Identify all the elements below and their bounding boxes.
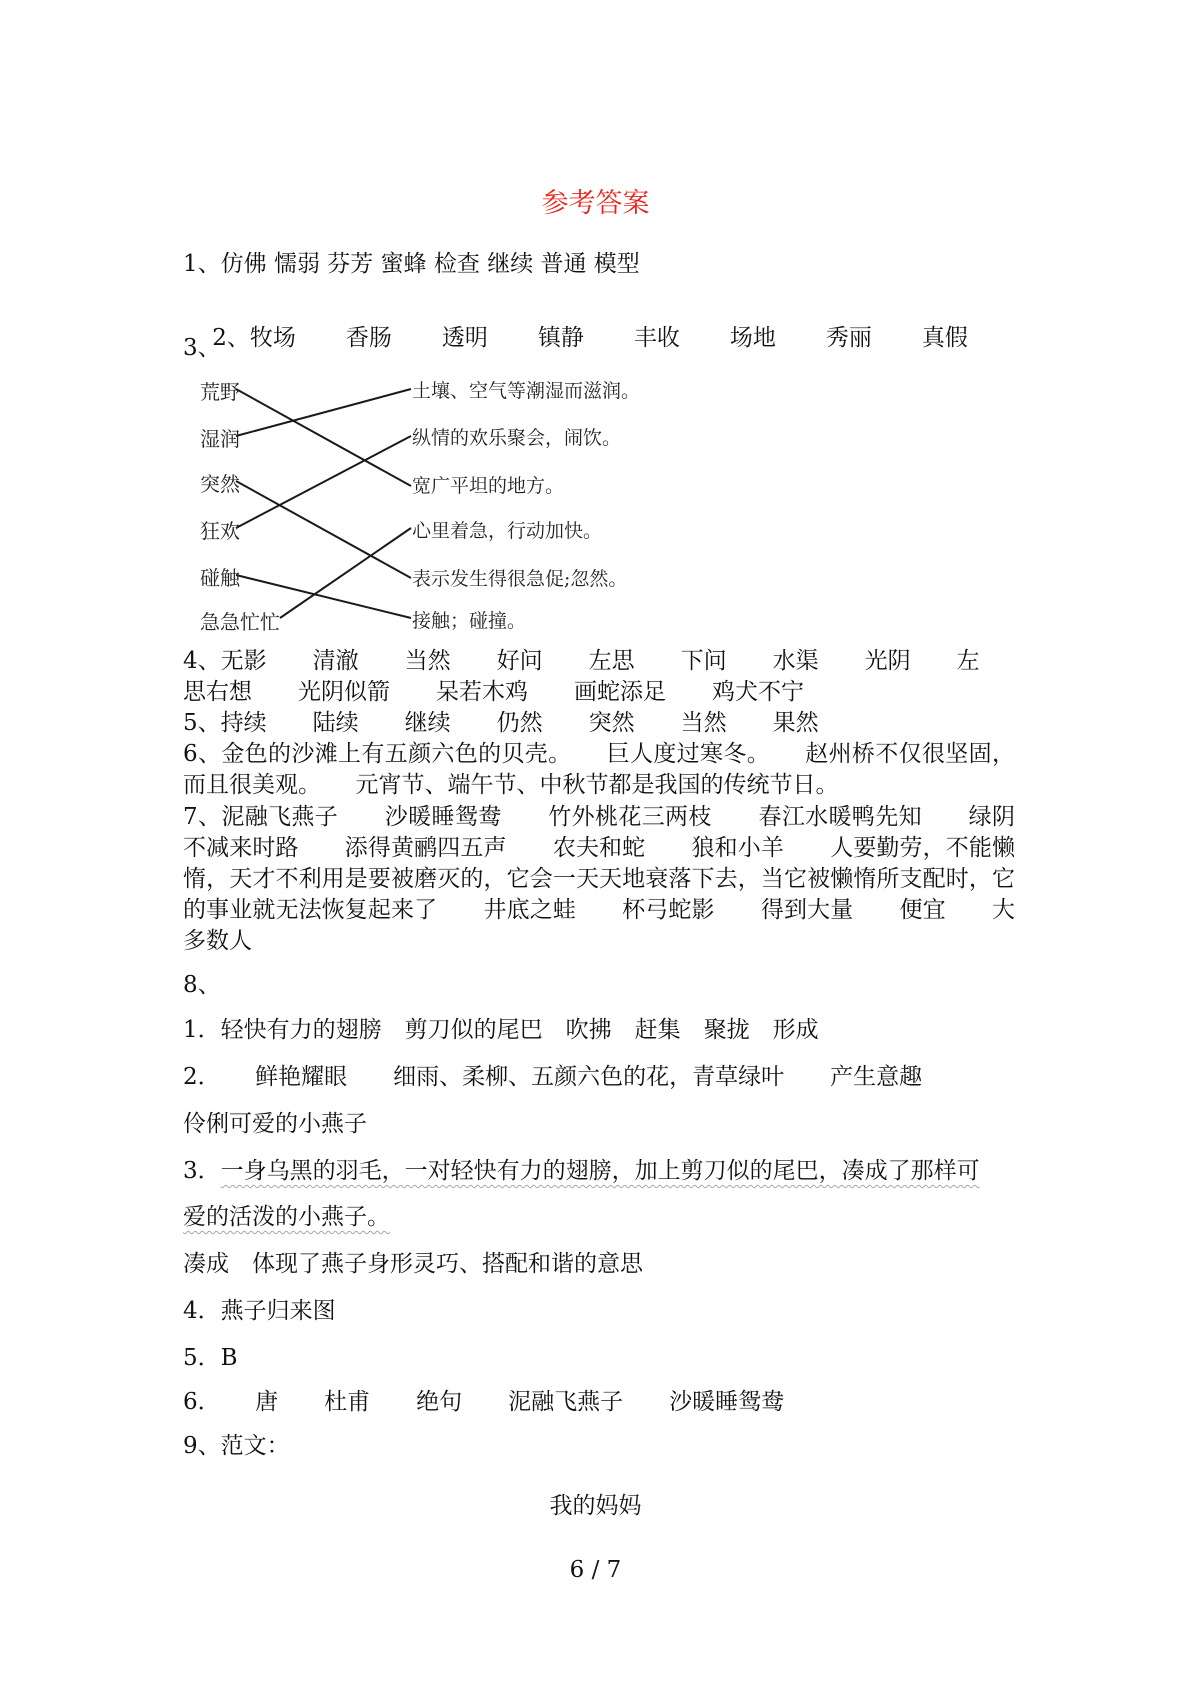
answer-8-5: 5．B [183, 1345, 238, 1371]
answer-9: 9、范文： [183, 1433, 290, 1459]
match-line-3 [236, 481, 411, 578]
match-definition: 心里着急，行动加快。 [412, 520, 603, 542]
answer-2 [183, 304, 968, 373]
answer-8-6: 6． 唐 杜甫 绝句 泥融飞燕子 沙暖睡鸳鸯 [183, 1389, 785, 1415]
page-title: 参考答案 [541, 188, 650, 219]
answer-2-item: 真假 [921, 325, 968, 351]
matching-diagram [190, 368, 690, 638]
answer-8-number: 8、 [183, 972, 221, 998]
answer-1: 1、仿佛 懦弱 芬芳 蜜蜂 检查 继续 普通 模型 [183, 251, 640, 277]
match-line-1 [236, 389, 411, 486]
answer-3-number: 3、 [183, 335, 221, 361]
match-word: 湿润 [200, 427, 240, 451]
match-definition: 表示发生得很急促;忽然。 [412, 568, 628, 590]
underlined-sentence: 爱的活泼的小燕子。 [183, 1204, 390, 1230]
match-line-2 [236, 389, 411, 436]
match-word: 荒野 [200, 380, 240, 404]
answer-2-item: 香肠 [345, 325, 392, 351]
match-line-4 [236, 436, 411, 528]
match-definition: 纵情的欢乐聚会，闹饮。 [412, 427, 622, 449]
answer-8-3 [183, 1160, 980, 1183]
answer-6: 6、金色的沙滩上有五颜六色的贝壳。 巨人度过寒冬。 赵州桥不仅很坚固，而且很美观。 元宵节、端午节、中秋节都是我国的传统节日。 [183, 741, 1015, 798]
answer-2-item: 镇静 [537, 325, 584, 351]
match-definition: 宽广平坦的地方。 [412, 475, 565, 497]
answer-8-4: 4．燕子归来图 [183, 1298, 336, 1324]
answer-2-item: 秀丽 [825, 325, 872, 351]
answer-5: 5、持续 陆续 继续 仍然 突然 当然 果然 [183, 710, 819, 736]
match-definition: 土壤、空气等潮湿而滋润。 [412, 380, 641, 402]
answer-8-3-number: 3． [183, 1158, 221, 1184]
match-word: 碰触 [200, 566, 240, 590]
answer-8-2: 2． 鲜艳耀眼 细雨、柔柳、五颜六色的花，青草绿叶 产生意趣 [183, 1064, 923, 1090]
answer-8-3-continued [183, 1206, 390, 1229]
page-number: 6 / 7 [569, 1557, 622, 1583]
essay-title: 我的妈妈 [549, 1493, 642, 1519]
answer-4-line-1: 4、无影 清澈 当然 好问 左思 下问 水渠 光阴 左 [183, 648, 980, 674]
answer-2-item: 场地 [729, 325, 776, 351]
answer-8-3-explanation: 凑成 体现了燕子身形灵巧、搭配和谐的意思 [183, 1251, 643, 1277]
answer-8-2-continued: 伶俐可爱的小燕子 [183, 1111, 367, 1137]
answer-2-number: 2、 [212, 325, 250, 351]
matching-lines [190, 368, 690, 638]
underlined-sentence: 一身乌黑的羽毛，一对轻快有力的翅膀，加上剪刀似的尾巴，凑成了那样可 [220, 1158, 980, 1184]
match-word: 突然 [200, 472, 240, 496]
answer-2-item: 牧场 [249, 325, 296, 351]
answer-2-item: 透明 [441, 325, 488, 351]
answer-7: 7、泥融飞燕子 沙暖睡鸳鸯 竹外桃花三两枝 春江水暖鸭先知 绿阴不减来时路 添得黄鹂四五声 农夫和蛇 狼和小羊 人要勤劳，不能懒惰，天才不利用是要被磨灭的，它会一天天地衰落下去，当它被懒惰所支配时，它的事业就无法恢复起来了 井底之蛙 杯弓蛇影 得到大量 便宜 大多数人 [183, 804, 1015, 954]
match-word: 狂欢 [200, 519, 240, 543]
match-definition: 接触；碰撞。 [412, 610, 527, 632]
answer-8-1: 1．轻快有力的翅膀 剪刀似的尾巴 吹拂 赶集 聚拢 形成 [183, 1017, 819, 1043]
answer-4-line-2: 思右想 光阴似箭 呆若木鸡 画蛇添足 鸡犬不宁 [183, 679, 804, 705]
match-word: 急急忙忙 [200, 610, 280, 634]
answer-2-item: 丰收 [633, 325, 680, 351]
